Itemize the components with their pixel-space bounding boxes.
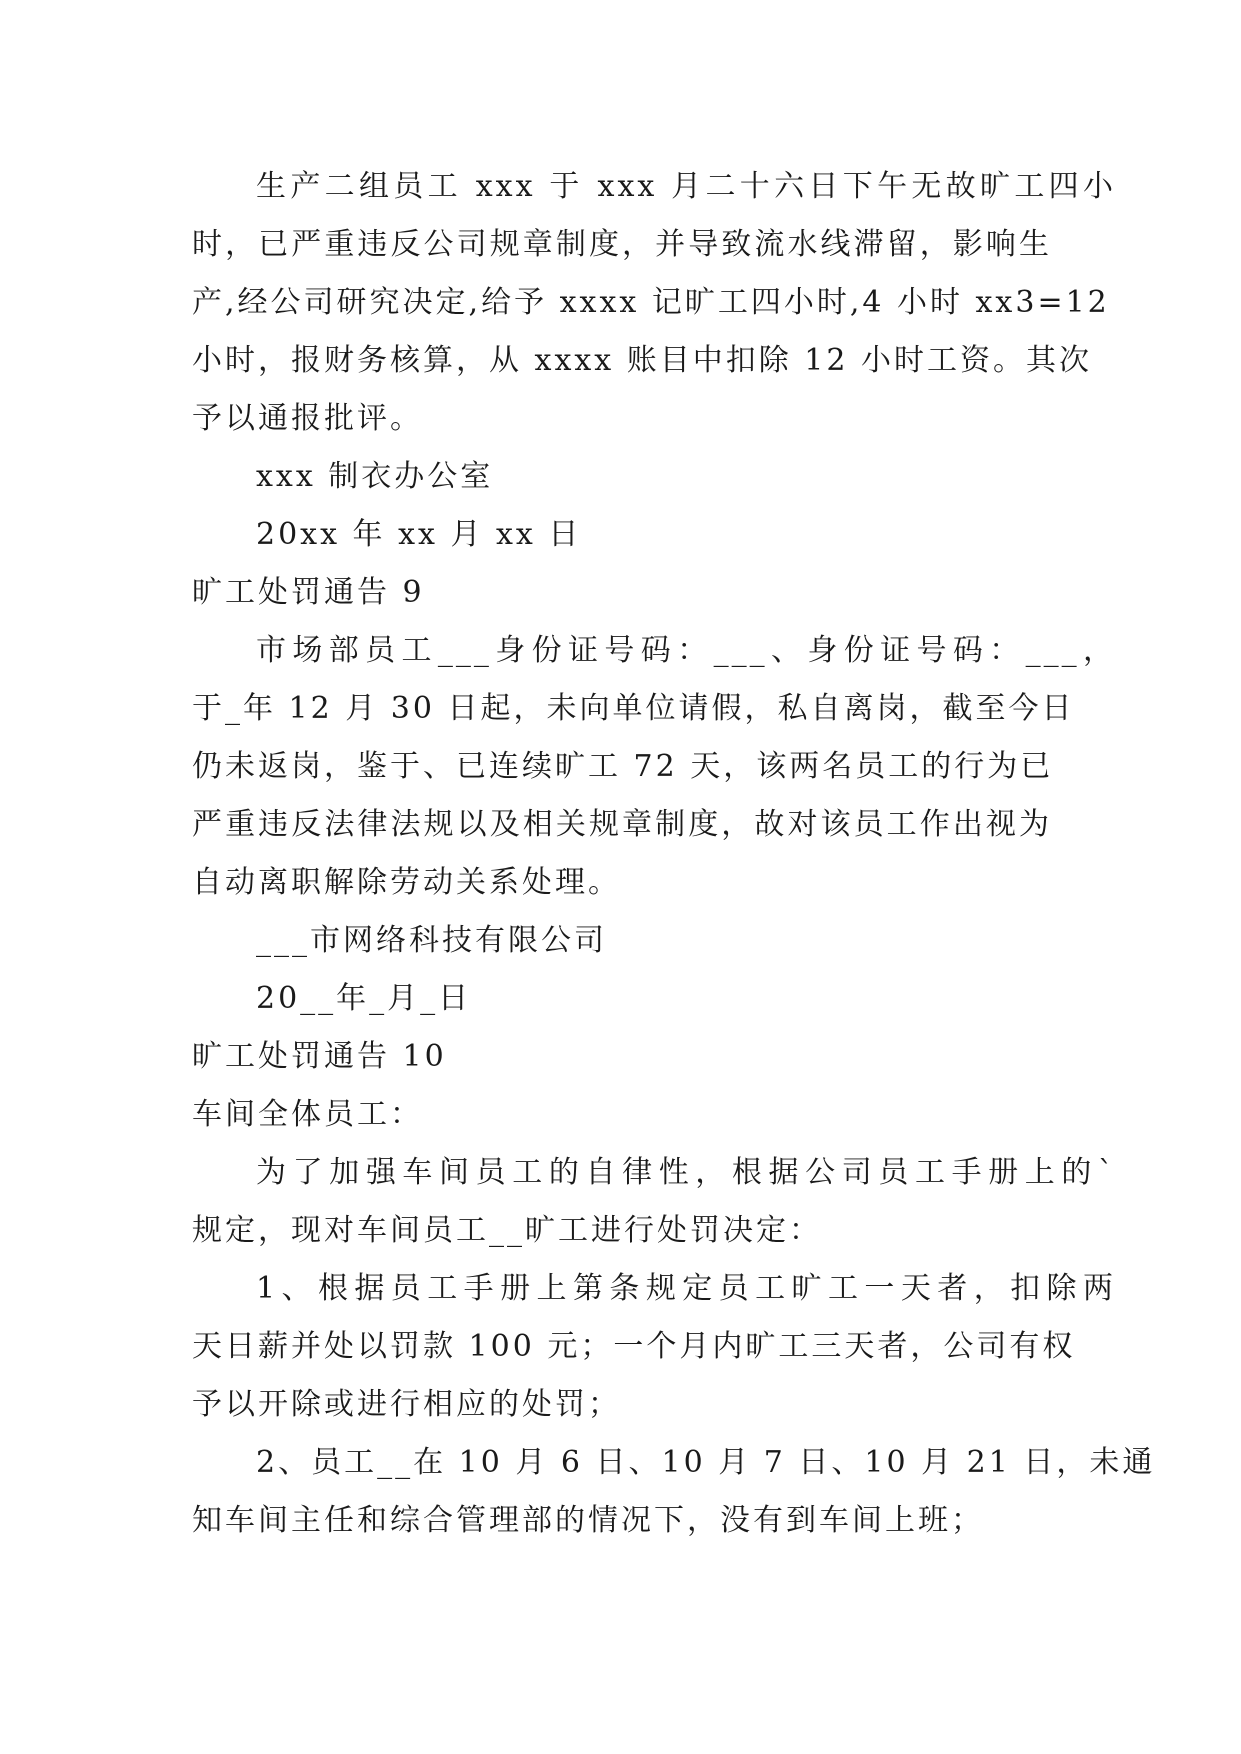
- issuer-line: xxx 制衣办公室: [256, 459, 494, 494]
- document-body: [192, 158, 1156, 1550]
- paragraph-line: 予以通报批评。: [192, 401, 423, 436]
- paragraph-line: 为了加强车间员工的自律性，根据公司员工手册上的`: [256, 1155, 1116, 1190]
- date-line: 20__年_月_日: [256, 981, 472, 1016]
- paragraph-line: 自动离职解除劳动关系处理。: [192, 865, 621, 900]
- paragraph-line: 生产二组员工 xxx 于 xxx 月二十六日下午无故旷工四小: [256, 169, 1116, 204]
- paragraph-line: 市场部员工___身份证号码：___、身份证号码：___，: [256, 633, 1116, 668]
- section-title: 旷工处罚通告 10: [192, 1039, 447, 1074]
- paragraph-line: 时，已严重违反公司规章制度，并导致流水线滞留，影响生: [192, 227, 1052, 262]
- list-item-line: 予以开除或进行相应的处罚；: [192, 1387, 621, 1422]
- section-title: 旷工处罚通告 9: [192, 575, 425, 610]
- paragraph-line: 严重违反法律法规以及相关规章制度，故对该员工作出视为: [192, 807, 1052, 842]
- paragraph-line: 产,经公司研究决定,给予 xxxx 记旷工四小时,4 小时 xx3=12: [192, 285, 1110, 320]
- list-item-line: 知车间主任和综合管理部的情况下，没有到车间上班；: [192, 1503, 984, 1538]
- salutation: 车间全体员工：: [192, 1097, 423, 1132]
- paragraph-line: 小时，报财务核算，从 xxxx 账目中扣除 12 小时工资。其次: [192, 343, 1092, 378]
- paragraph-line: 规定，现对车间员工__旷工进行处罚决定：: [192, 1213, 822, 1248]
- issuer-line: ___市网络科技有限公司: [256, 923, 607, 958]
- paragraph-line: 于_年 12 月 30 日起，未向单位请假，私自离岗，截至今日: [192, 691, 1075, 726]
- paragraph-line: 仍未返岗，鉴于、已连续旷工 72 天，该两名员工的行为已: [192, 749, 1054, 784]
- list-item-line: 2、员工__在 10 月 6 日、10 月 7 日、10 月 21 日，未通: [256, 1445, 1156, 1480]
- date-line: 20xx 年 xx 月 xx 日: [256, 517, 582, 552]
- list-item-line: 天日薪并处以罚款 100 元；一个月内旷工三天者，公司有权: [192, 1329, 1076, 1364]
- list-item-line: 1、根据员工手册上第条规定员工旷工一天者，扣除两: [256, 1271, 1116, 1306]
